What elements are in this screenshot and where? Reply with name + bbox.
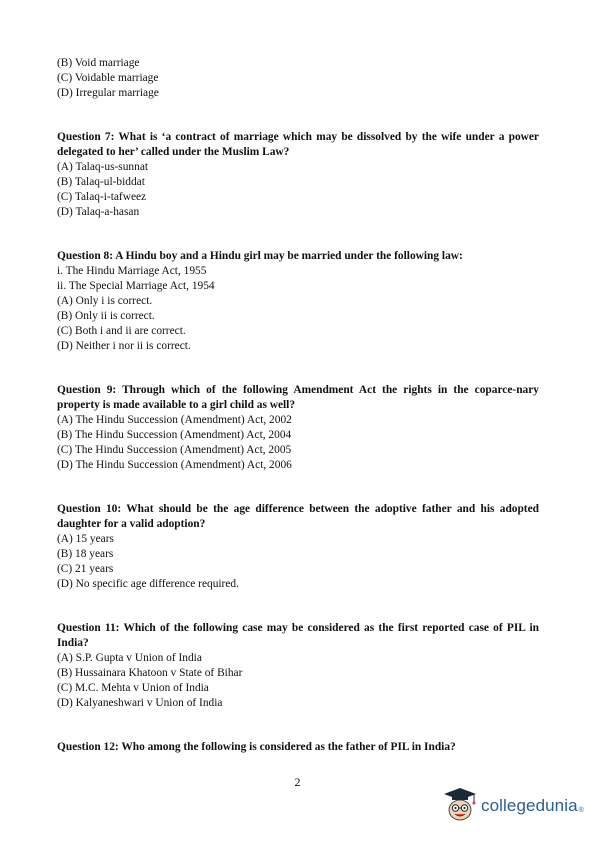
option: (C) 21 years <box>57 563 114 575</box>
question-10 <box>57 502 539 592</box>
option: (B) Talaq-ul-biddat <box>57 176 145 188</box>
statement: ii. The Special Marriage Act, 1954 <box>57 280 215 292</box>
statement: i. The Hindu Marriage Act, 1955 <box>57 265 207 277</box>
option: (D) Neither i nor ii is correct. <box>57 340 191 352</box>
option: (C) M.C. Mehta v Union of India <box>57 682 209 694</box>
option: (A) Talaq-us-sunnat <box>57 161 149 173</box>
option: (C) Talaq-i-tafweez <box>57 191 147 203</box>
question-title: Question 11: Which of the following case may be considered as the first reported case of PIL in India? <box>57 622 539 649</box>
question-title: Question 9: Through which of the following Amendment Act the rights in the coparce-nary property is made available to a girl child as well? <box>57 384 539 411</box>
question-title: Question 10: What should be the age difference between the adoptive father and his adopted daughter for a valid adoption? <box>57 503 539 530</box>
option: (C) Both i and ii are correct. <box>57 325 186 337</box>
question-title: Question 12: Who among the following is considered as the father of PIL in India? <box>57 741 456 753</box>
option: (A) Only i is correct. <box>57 295 153 307</box>
page-number: 2 <box>294 775 301 789</box>
option: (D) Kalyaneshwari v Union of India <box>57 697 223 709</box>
option: (D) Talaq-a-hasan <box>57 206 140 218</box>
option: (C) Voidable marriage <box>57 72 159 84</box>
graduate-mascot-icon <box>443 786 477 827</box>
brand-registered-mark: ® <box>578 807 584 814</box>
option: (B) Only ii is correct. <box>57 310 155 322</box>
question-title: Question 7: What is ‘a contract of marriage which may be dissolved by the wife under a power delegated to her’ called under the Muslim Law? <box>57 131 539 158</box>
question-9 <box>57 383 539 473</box>
question-12 <box>57 740 539 755</box>
option: (D) No specific age difference required. <box>57 578 239 590</box>
question-7 <box>57 130 539 220</box>
option: (D) Irregular marriage <box>57 87 159 99</box>
option: (B) The Hindu Succession (Amendment) Act, 2004 <box>57 429 292 441</box>
brand-logo[interactable] <box>443 786 583 826</box>
option: (A) S.P. Gupta v Union of India <box>57 652 202 664</box>
option: (A) 15 years <box>57 533 114 545</box>
option: (B) Void marriage <box>57 57 140 69</box>
option: (B) Hussainara Khatoon v State of Bihar <box>57 667 243 679</box>
option: (D) The Hindu Succession (Amendment) Act, 2006 <box>57 459 292 471</box>
question-8 <box>57 249 539 354</box>
option: (A) The Hindu Succession (Amendment) Act, 2002 <box>57 414 292 426</box>
brand-name: collegedunia <box>481 796 578 815</box>
option: (C) The Hindu Succession (Amendment) Act, 2005 <box>57 444 292 456</box>
continued-options <box>57 56 539 101</box>
document-page <box>57 56 539 755</box>
question-title: Question 8: A Hindu boy and a Hindu girl may be married under the following law: <box>57 250 463 262</box>
question-11 <box>57 621 539 711</box>
option: (B) 18 years <box>57 548 114 560</box>
